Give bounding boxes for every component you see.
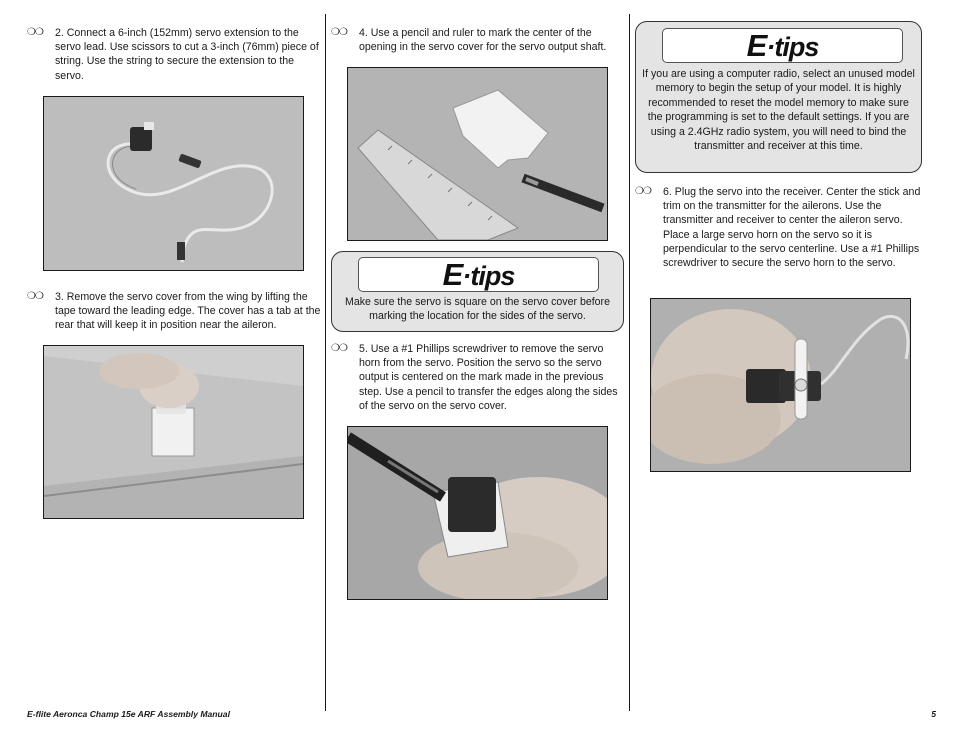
footer-title: E-flite Aeronca Champ 15e ARF Assembly Manual: [27, 709, 230, 719]
step-text: 6. Plug the servo into the receiver. Center the stick and trim on the transmitter for the ailerons. Use the transmitter and receiver to center the aileron servo. Place a large servo horn on the servo so it is perpendicular to the servo centerline. Use a #1 Phillips screwdriver to secure the servo horn to the servo.: [663, 186, 921, 270]
step-6: [635, 185, 925, 270]
etips-banner: [358, 257, 599, 292]
etips-text: If you are using a computer radio, select an unused model memory to begin the setup of your model. It is highly recommended to reset the model memory to make sure the programming is set to the default settings. If you are using a 2.4GHz radio system, you will need to bind the transmitter and receiver at this time.: [642, 68, 915, 153]
step-text: 5. Use a #1 Phillips screwdriver to remove the servo horn from the servo. Position the servo so the servo output is centered on the mark made in the previous step. Use a pencil to transfer the edges along the sides of the servo on the servo cover.: [359, 343, 618, 412]
step-checkbox[interactable]: ❍❍: [331, 27, 347, 38]
step-checkbox[interactable]: ❍❍: [27, 27, 43, 38]
photo-mark-center: [347, 67, 608, 241]
photo-install-servo-horn: [650, 298, 911, 472]
etips-box-radio: [635, 21, 922, 173]
column-divider-right: [629, 14, 630, 711]
step-5: [331, 342, 625, 413]
etips-logo: E·tips: [442, 256, 515, 292]
step-3: [27, 290, 321, 333]
etips-text: Make sure the servo is square on the servo cover before marking the location for the sides of the servo.: [345, 296, 610, 323]
column-divider-left: [325, 14, 326, 711]
etips-banner: [662, 28, 903, 63]
step-2: [27, 26, 321, 83]
page-number: 5: [931, 709, 936, 719]
step-text: 3. Remove the servo cover from the wing by lifting the tape toward the leading edge. The cover has a tab at the rear that will keep it in position near the aileron.: [55, 291, 321, 332]
photo-remove-servo-cover: [43, 345, 304, 519]
step-checkbox[interactable]: ❍❍: [27, 291, 43, 302]
etips-box-square: [331, 251, 624, 332]
step-text: 4. Use a pencil and ruler to mark the center of the opening in the servo cover for the servo output shaft.: [359, 27, 607, 54]
etips-logo: E·tips: [746, 27, 819, 63]
step-text: 2. Connect a 6-inch (152mm) servo extension to the servo lead. Use scissors to cut a 3-inch (76mm) piece of string. Use the string to secure the extension to the servo.: [55, 27, 319, 82]
photo-servo-extension: [43, 96, 304, 271]
step-checkbox[interactable]: ❍❍: [331, 343, 347, 354]
step-4: [331, 26, 625, 54]
photo-transfer-edges: [347, 426, 608, 600]
step-checkbox[interactable]: ❍❍: [635, 186, 651, 197]
